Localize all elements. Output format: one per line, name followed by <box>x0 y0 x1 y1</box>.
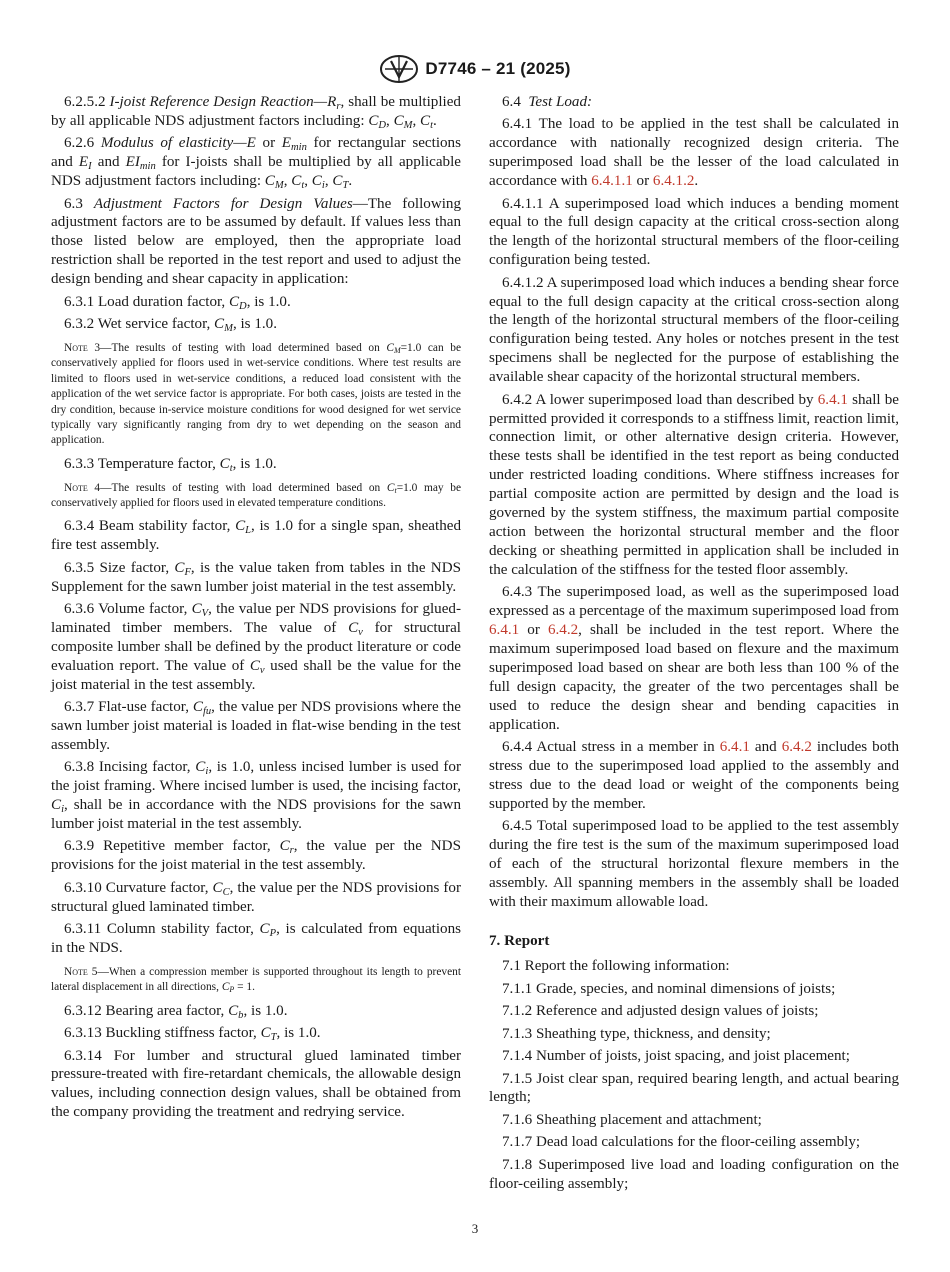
para-6-4-3: 6.4.3 The superimposed load, as well as the superimposed load expressed as a percentage of the maximum superimposed load from 6.4.1 or 6.4.2, shall be included in the test report. Where the maximum superimposed load based on flexure and the maximum superimposed load based on shear are both less than 100 % of the full design capacity, the greater of the two percentages shall be used to reduce the design shear and bending capacities in application. <box>489 584 899 733</box>
link-6-4-2[interactable]: 6.4.2 <box>547 621 579 638</box>
para-6-3-13: 6.3.13 Buckling stiffness factor, $C_T$, is 1.0. <box>64 1025 321 1044</box>
report-item: 7.1.6 Sheathing placement and attachment; <box>502 1111 762 1128</box>
para-6-3-6: 6.3.6 Volume factor, $C_V$, the value per NDS provisions for glued-laminated timber members. The value of $C_v$ for structural composite lumber shall be defined by the product literature or code evaluation report. The value of $C_v$ used shall be the value for the joist material in the test assembly. <box>51 601 462 693</box>
note-4: Note 4—The results of testing with load determined based on $C_t=1.0$ may be conservatively applied for floors used in elevated temperature conditions. <box>51 481 461 510</box>
page-number: 3 <box>471 1221 479 1236</box>
para-6-3-10: 6.3.10 Curvature factor, $C_C$, the value per the NDS provisions for structural glued laminated timber. <box>51 879 461 915</box>
link-6-4-2[interactable]: 6.4.2 <box>781 738 812 755</box>
note-5: Note 5—When a compression member is supported throughout its length to prevent lateral displacement in all directions, $C_P = 1$. <box>51 965 461 995</box>
right-column <box>489 93 899 1193</box>
left-column <box>51 93 461 1122</box>
para-6-3-14: 6.3.14 For lumber and structural glued laminated timber pressure-treated with fire-retardant chemicals, the allowable design values, including connection design values, shall be obtained from the company providing the treatment and redrying service. <box>51 1047 461 1121</box>
para-6-3-4: 6.3.4 Beam stability factor, $C_L$, is 1.0 for a single span, sheathed fire test assembly. <box>51 518 461 554</box>
link-6-4-1[interactable]: 6.4.1 <box>489 621 520 638</box>
para-6-4-1-2: 6.4.1.2 A superimposed load which induces a bending shear force equal to the full design capacity at the critical cross-section along the length of the horizontal structural members of the floor-ceiling configuration being tested. Any holes or notches present in the test specimens shall be neglected for the purpose of establishing the available shear capacity of the horizontal structural members. <box>489 274 899 386</box>
report-item: 7.1.2 Reference and adjusted design values of joists; <box>502 1003 819 1020</box>
para-6-3-12: 6.3.12 Bearing area factor, $C_b$, is 1.0. <box>64 1002 288 1021</box>
para-6-4-4: 6.4.4 Actual stress in a member in 6.4.1 and 6.4.2 includes both stress due to the superimposed load applied to the assembly and stress due to the dead load or weight of the components being supported by the member. <box>489 738 899 812</box>
para-6-4-2: 6.4.2 A lower superimposed load than described by 6.4.1 shall be permitted provided it corresponds to a stiffness limit, reaction limit, connection limit, or other alternative design criteria. However, these tests shall be identified in the test report as being conducted under restricted loading conditions. Where stiffness increases for partial composite action are permitted by design and the load is governed by the system stiffness, the maximum partial composite action between the horizontal structural member and the floor decking or sheathing permitted in application shall be included in the calculation of the stiffness for the tested floor assembly. <box>489 391 899 578</box>
note-3: Note 3—The results of testing with load determined based on $C_M=1.0$ can be conservatively applied for floors used in wet-service conditions. Where test results are limited to floors used in wet-service conditions, a reduced load consistent with the application of the wet service factor is appropriate. For both cases, joists are tested in the dry condition, because in-service moisture conditions for wood designed for wet service typically vary significantly ranging from dry to wet depending on the season and application. <box>51 341 461 447</box>
para-6-3-9: 6.3.9 Repetitive member factor, $C_r$, the value per the NDS provisions for the joist material in the test assembly. <box>51 838 461 874</box>
para-6-3-7: 6.3.7 Flat-use factor, $C_{fu}$, the value per NDS provisions where the sawn lumber joist material is loaded in flat-wise bending in the test assembly. <box>51 699 461 753</box>
link-6-4-1-1[interactable]: 6.4.1.1 <box>591 173 633 190</box>
para-6-4: 6.4 Test Load: <box>502 94 593 110</box>
para-6-4-1: 6.4.1 The load to be applied in the test shall be calculated in accordance with nationally recognized design criteria. The superimposed load shall be the lesser of the load calculated in accordance with 6.4.1.1 or 6.4.1.2. <box>489 116 899 190</box>
astm-logo-icon <box>379 54 419 84</box>
para-6-3-5: 6.3.5 Size factor, $C_F$, is the value taken from tables in the NDS Supplement for the sawn lumber joist material in the test assembly. <box>51 559 461 595</box>
report-item: 7.1.8 Superimposed live load and loading configuration on the floor-ceiling assembly; <box>489 1156 899 1192</box>
para-6-3-1: 6.3.1 Load duration factor, $C_D$, is 1.0. <box>64 293 291 312</box>
report-item: 7.1.1 Grade, species, and nominal dimensions of joists; <box>502 980 836 997</box>
link-6-4-1-2[interactable]: 6.4.1.2 <box>652 173 695 190</box>
document-id: D7746 – 21 (2025) <box>425 59 571 78</box>
para-6-3: 6.3 Adjustment Factors for Design Values—The following adjustment factors are to be assumed by default. If values less than those listed below are employed, then the appropriate load restriction shall be reported in the test report and used to adjust the design bending and shear capacity in application: <box>51 195 462 288</box>
link-6-4-1[interactable]: 6.4.1 <box>719 738 750 755</box>
para-6-4-5: 6.4.5 Total superimposed load to be applied to the test assembly during the fire test is the sum of the maximum superimposed load of each of the structural horizontal flexure members in the assembly. All spanning members in the assembly shall be loaded with their maximum allowable load. <box>489 818 899 910</box>
para-6-3-3: 6.3.3 Temperature factor, $C_t$, is 1.0. <box>64 455 277 474</box>
section-heading-report: 7. Report <box>489 932 550 949</box>
para-6-2-5-2: 6.2.5.2 I-joist Reference Design $Reaction—R_r$, shall be multiplied by all applicable NDS adjustment factors including: $C_D$, $C_M$, $C_t$. <box>51 94 461 131</box>
report-item: 7.1.7 Dead load calculations for the floor-ceiling assembly; <box>502 1134 861 1151</box>
report-item: 7.1 Report the following information: <box>502 958 730 975</box>
report-item: 7.1.4 Number of joists, joist spacing, and joist placement; <box>502 1048 850 1065</box>
para-6-4-1-1: 6.4.1.1 A superimposed load which induces a bending moment equal to the full design capacity at the critical cross-section along the length of the horizontal structural members of the floor-ceiling configuration being tested. <box>489 195 899 269</box>
para-6-3-11: 6.3.11 Column stability factor, $C_P$, is calculated from equations in the NDS. <box>51 921 462 956</box>
link-6-4-1[interactable]: 6.4.1 <box>817 391 848 408</box>
page-header <box>0 54 950 84</box>
para-6-3-8: 6.3.8 Incising factor, $C_i$, is 1.0, unless incised lumber is used for the joist framing. Where incised lumber is used, the incising factor, $C_i$, shall be in accordance with the NDS provisions for the sawn lumber joist material in the test assembly. <box>51 759 461 833</box>
report-item: 7.1.3 Sheathing type, thickness, and density; <box>502 1025 771 1042</box>
report-items-list <box>489 957 899 1193</box>
para-6-3-2: 6.3.2 Wet service factor, $C_M$, is 1.0. <box>64 315 277 334</box>
report-item: 7.1.5 Joist clear span, required bearing length, and actual bearing length; <box>489 1070 899 1106</box>
para-6-2-6: 6.2.6 Modulus of elasticity—E or $E_{min}$ for rectangular sections and $E_I$ and $EI_{min}$ for I-joists shall be multiplied by all applicable NDS adjustment factors including: $C_M$, $C_t$, $C_i$, $C_T$. <box>51 135 461 192</box>
